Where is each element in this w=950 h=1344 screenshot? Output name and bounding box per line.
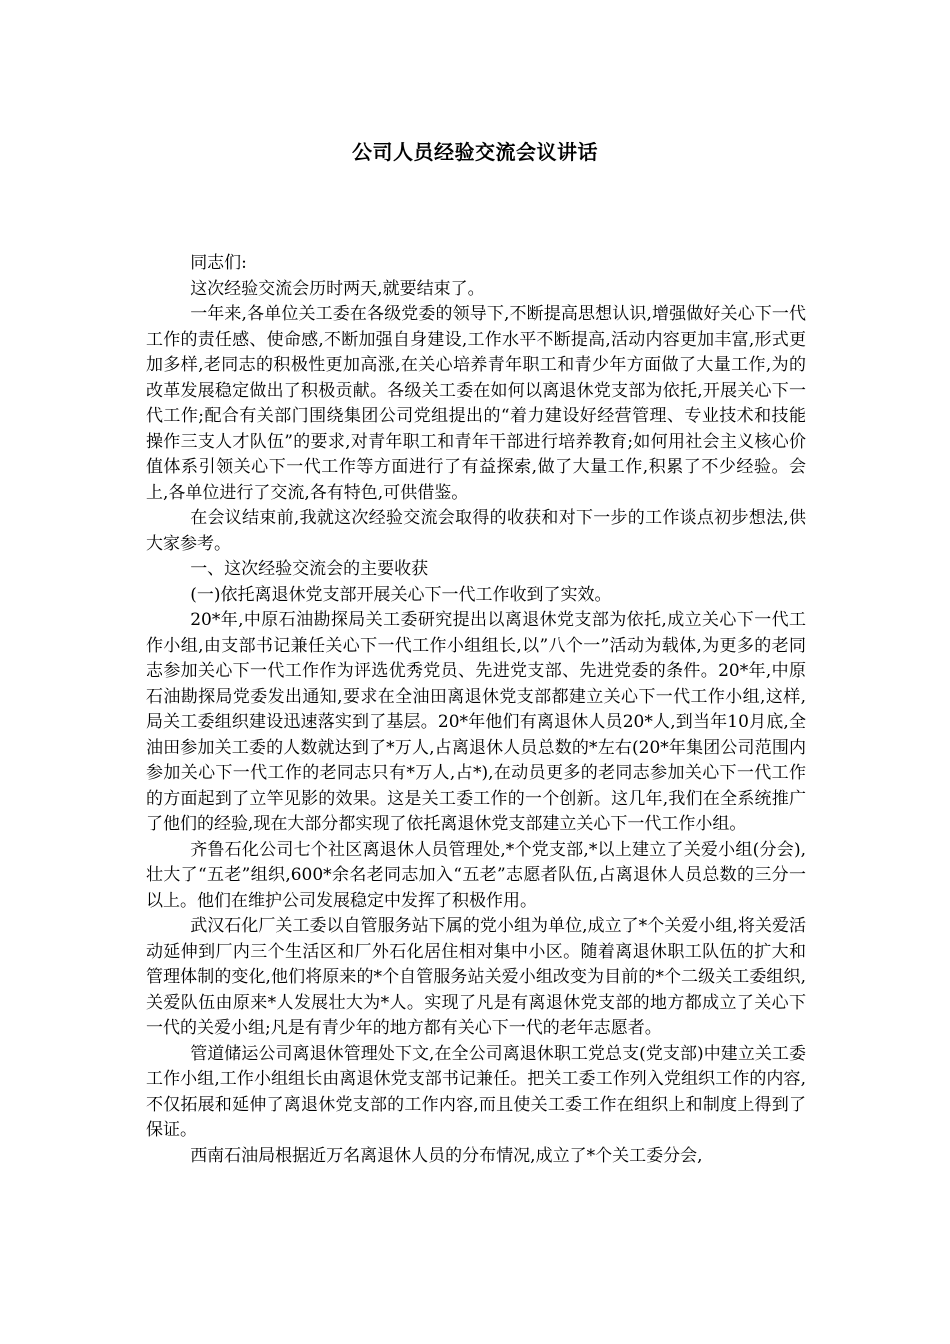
paragraph: 西南石油局根据近万名离退休人员的分布情况,成立了*个关工委分会, bbox=[190, 1145, 703, 1166]
paragraph: 管道储运公司离退休管理处下文,在全公司离退休职工党总支(党支部)中建立关工委工作小组,工作小组组长由离退休党支部书记兼任。把关工委工作列入党组织工作的内容,不仅拓展和延伸了离退休党支部的工作内容,而且使关工委工作在组织上和制度上得到了保证。 bbox=[146, 1043, 806, 1140]
section-heading: 一、这次经验交流会的主要收获 bbox=[190, 559, 429, 579]
salutation: 同志们: bbox=[190, 253, 247, 273]
document-body bbox=[146, 251, 806, 1169]
paragraph: 20*年,中原石油勘探局关工委研究提出以离退休党支部为依托,成立关心下一代工作小组,由支部书记兼任关心下一代工作小组组长,以”八个一”活动为载体,为更多的老同志参加关心下一代工作作为评选优秀党员、先进党支部、先进党委的条件。20*年,中原石油勘探局党委发出通知,要求在全油田离退休党支部都建立关心下一代工作小组,这样,局关工委组织建设迅速落实到了基层。20*年他们有离退休人员20*人,到当年10月底,全油田参加关工委的人数就达到了*万人,占离退休人员总数的*左右(20*年集团公司范围内参加关心下一代工作的老同志只有*万人,占*),在动员更多的老同志参加关心下一代工作的方面起到了立竿见影的效果。这是关工委工作的一个创新。这几年,我们在全系统推广了他们的经验,现在大部分都实现了依托离退休党支部建立关心下一代工作小组。 bbox=[146, 610, 806, 834]
paragraph: 武汉石化厂关工委以自管服务站下属的党小组为单位,成立了*个关爱小组,将关爱活动延伸到厂内三个生活区和厂外石化居住相对集中小区。随着离退休职工队伍的扩大和管理体制的变化,他们将原来的*个自管服务站关爱小组改变为目前的*个二级关工委组织,关爱队伍由原来*人发展壮大为*人。实现了凡是有离退休党支部的地方都成立了关心下一代的关爱小组;凡是有青少年的地方都有关心下一代的老年志愿者。 bbox=[146, 916, 806, 1038]
paragraph: 一年来,各单位关工委在各级党委的领导下,不断提高思想认识,增强做好关心下一代工作的责任感、使命感,不断加强自身建设,工作水平不断提高,活动内容更加丰富,形式更加多样,老同志的积极性更加高涨,在关心培养青年职工和青少年方面做了大量工作,为的改革发展稳定做出了积极贡献。各级关工委在如何以离退休党支部为依托,开展关心下一代工作;配合有关部门围绕集团公司党组提出的“着力建设好经营管理、专业技术和技能操作三支人才队伍”的要求,对青年职工和青年干部进行培养教育;如何用社会主义核心价值体系引领关心下一代工作等方面进行了有益探索,做了大量工作,积累了不少经验。会上,各单位进行了交流,各有特色,可供借鉴。 bbox=[146, 304, 806, 503]
paragraph: 齐鲁石化公司七个社区离退休人员管理处,*个党支部,*以上建立了关爱小组(分会),壮大了“五老”组织,600*余名老同志加入“五老”志愿者队伍,占离退休人员总数的三分一以上。他们在维护公司发展稳定中发挥了积极作用。 bbox=[146, 839, 806, 911]
document-title: 公司人员经验交流会议讲话 bbox=[352, 140, 598, 164]
subsection-heading: (一)依托离退休党支部开展关心下一代工作收到了实效。 bbox=[190, 584, 612, 605]
paragraph: 在会议结束前,我就这次经验交流会取得的收获和对下一步的工作谈点初步想法,供大家参考。 bbox=[146, 508, 806, 554]
paragraph: 这次经验交流会历时两天,就要结束了。 bbox=[190, 278, 485, 299]
